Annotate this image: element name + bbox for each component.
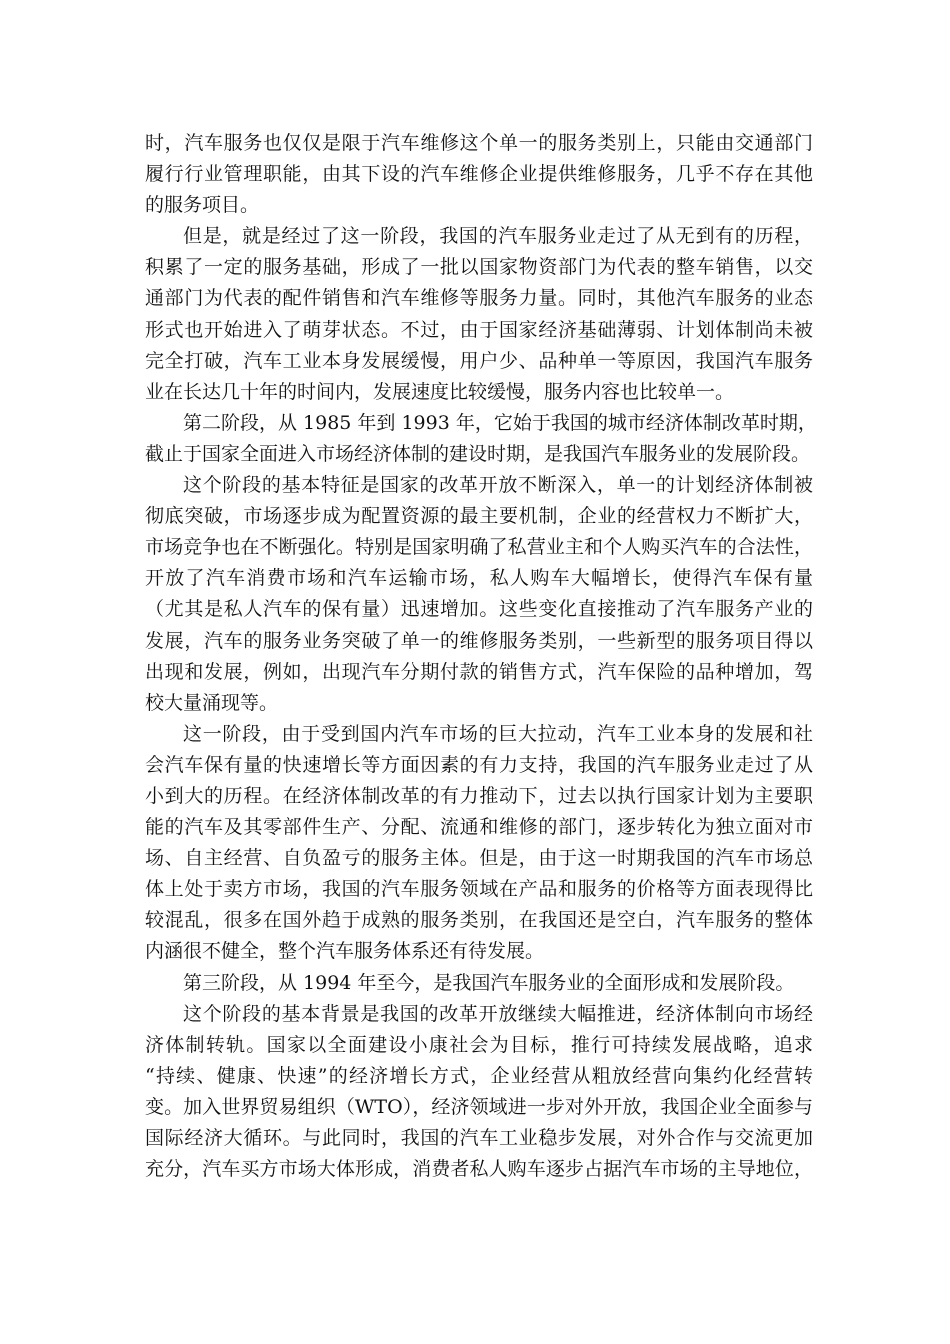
text-line: 开放了汽车消费市场和汽车运输市场，私人购车大幅增长，使得汽车保有量 bbox=[145, 567, 813, 590]
text-line: 业在长达几十年的时间内，发展速度比较缓慢，服务内容也比较单一。 bbox=[145, 380, 735, 403]
text-line: 小到大的历程。在经济体制改革的有力推动下，过去以执行国家计划为主要职 bbox=[145, 784, 813, 807]
text-line: 截止于国家全面进入市场经济体制的建设时期，是我国汽车服务业的发展阶段。 bbox=[145, 442, 811, 465]
text-line: 发展，汽车的服务业务突破了单一的维修服务类别，一些新型的服务项目得以 bbox=[145, 629, 813, 652]
text-line: 形式也开始进入了萌芽状态。不过，由于国家经济基础薄弱、计划体制尚未被 bbox=[145, 318, 813, 341]
paragraph-first-line: 这个阶段的基本特征是国家的改革开放不断深入，单一的计划经济体制被 bbox=[183, 474, 813, 497]
text-line: 完全打破，汽车工业本身发展缓慢，用户少、品种单一等原因，我国汽车服务 bbox=[145, 349, 813, 372]
text-line: 市场竞争也在不断强化。特别是国家明确了私营业主和个人购买汽车的合法性， bbox=[145, 536, 813, 559]
text-line: 济体制转轨。国家以全面建设小康社会为目标，推行可持续发展战略，追求 bbox=[145, 1033, 813, 1056]
text-line: “持续、健康、快速”的经济增长方式，企业经营从粗放经营向集约化经营转 bbox=[145, 1064, 813, 1087]
text-line: 履行行业管理职能，由其下设的汽车维修企业提供维修服务，几乎不存在其他 bbox=[145, 163, 813, 186]
paragraph-first-line: 这一阶段，由于受到国内汽车市场的巨大拉动，汽车工业本身的发展和社 bbox=[183, 722, 813, 745]
paragraph-first-line: 第二阶段，从 1985 年到 1993 年，它始于我国的城市经济体制改革时期， bbox=[183, 411, 817, 434]
text-line: 体上处于卖方市场，我国的汽车服务领域在产品和服务的价格等方面表现得比 bbox=[145, 878, 813, 901]
text-line: 能的汽车及其零部件生产、分配、流通和维修的部门，逐步转化为独立面对市 bbox=[145, 816, 813, 839]
text-line: 彻底突破，市场逐步成为配置资源的最主要机制，企业的经营权力不断扩大， bbox=[145, 505, 813, 528]
text-line: 场、自主经营、自负盈亏的服务主体。但是，由于这一时期我国的汽车市场总 bbox=[145, 847, 813, 870]
text-line: 充分，汽车买方市场大体形成，消费者私人购车逐步占据汽车市场的主导地位， bbox=[145, 1158, 813, 1181]
document-body bbox=[145, 128, 817, 1185]
text-line: （尤其是私人汽车的保有量）迅速增加。这些变化直接推动了汽车服务产业的 bbox=[145, 598, 813, 621]
text-line: 的服务项目。 bbox=[145, 194, 260, 217]
text-line: 通部门为代表的配件销售和汽车维修等服务力量。同时，其他汽车服务的业态 bbox=[145, 287, 813, 310]
text-line: 国际经济大循环。与此同时，我国的汽车工业稳步发展，对外合作与交流更加 bbox=[145, 1127, 813, 1149]
text-line: 会汽车保有量的快速增长等方面因素的有力支持，我国的汽车服务业走过了从 bbox=[145, 753, 813, 776]
text-line: 时，汽车服务也仅仅是限于汽车维修这个单一的服务类别上，只能由交通部门 bbox=[145, 132, 813, 154]
text-line: 内涵很不健全，整个汽车服务体系还有待发展。 bbox=[145, 940, 545, 963]
paragraph-first-line: 第三阶段，从 1994 年至今，是我国汽车服务业的全面形成和发展阶段。 bbox=[183, 971, 795, 994]
text-line: 变。加入世界贸易组织（WTO），经济领域进一步对外开放，我国企业全面参与 bbox=[145, 1095, 813, 1118]
text-line: 积累了一定的服务基础，形成了一批以国家物资部门为代表的整车销售，以交 bbox=[145, 256, 813, 279]
text-line: 出现和发展，例如，出现汽车分期付款的销售方式，汽车保险的品种增加，驾 bbox=[145, 660, 813, 683]
paragraph-first-line: 但是，就是经过了这一阶段，我国的汽车服务业走过了从无到有的历程， bbox=[183, 225, 813, 248]
text-line: 校大量涌现等。 bbox=[145, 691, 279, 714]
paragraph-first-line: 这个阶段的基本背景是我国的改革开放继续大幅推进，经济体制向市场经 bbox=[183, 1002, 813, 1025]
text-line: 较混乱，很多在国外趋于成熟的服务类别，在我国还是空白，汽车服务的整体 bbox=[145, 909, 813, 932]
